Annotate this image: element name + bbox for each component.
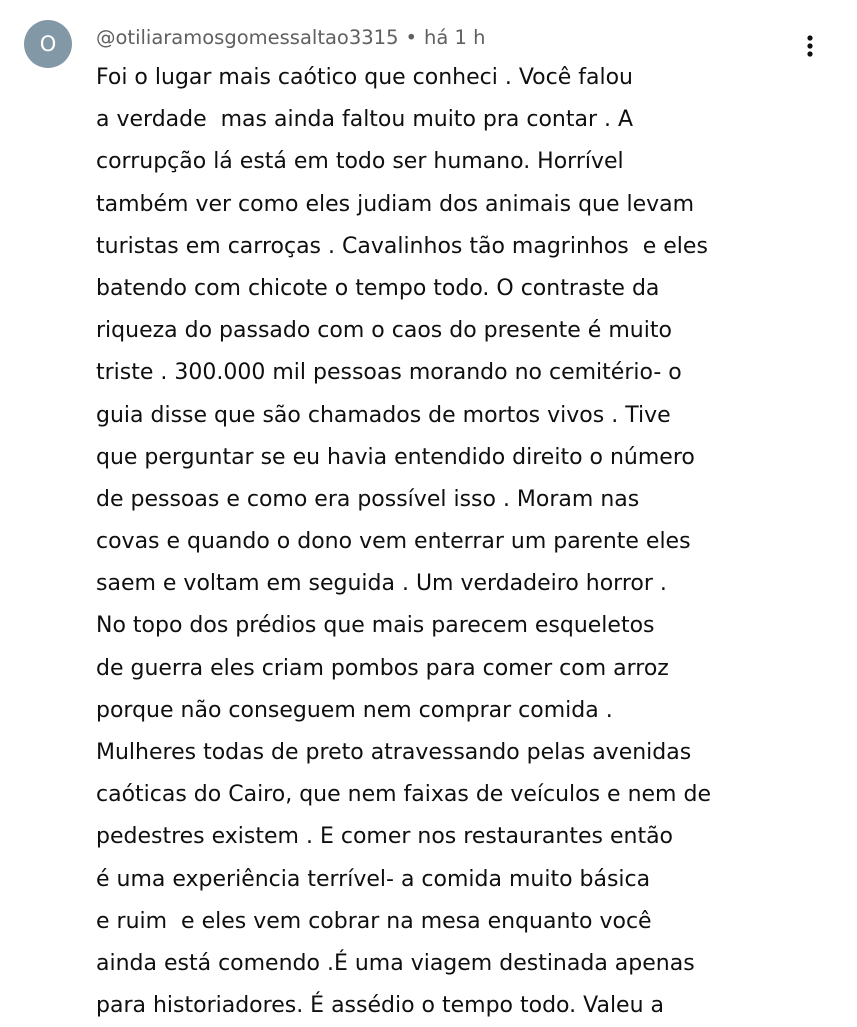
comment-line: é uma experiência terrível- a comida muito básica	[96, 866, 651, 892]
more-vert-icon	[806, 34, 814, 58]
comment-line: riqueza do passado com o caos do presente é muito	[96, 318, 672, 344]
avatar-letter: O	[39, 31, 57, 56]
comment-line: guia disse que são chamados de mortos vivos . Tive	[96, 402, 671, 428]
comment-line: Foi o lugar mais caótico que conheci . Você falou	[96, 65, 634, 90]
comment-timestamp[interactable]: há 1 h	[424, 25, 486, 49]
comment-line: corrupção lá está em todo ser humano. Horrível	[96, 149, 624, 175]
comment-line: e ruim e eles vem cobrar na mesa enquanto você	[96, 908, 652, 934]
comment-line: covas e quando o dono vem enterrar um parente eles	[96, 529, 691, 555]
comment-line: pedestres existem . E comer nos restaurantes então	[96, 824, 674, 850]
comment-line: No topo dos prédios que mais parecem esqueletos	[96, 613, 655, 639]
comment-line: a verdade mas ainda faltou muito pra contar . A	[96, 107, 634, 133]
comment-line: de pessoas e como era possível isso . Moram nas	[96, 486, 640, 512]
comment-line: batendo com chicote o tempo todo. O contraste da	[96, 275, 660, 301]
comment-line: também ver como eles judiam dos animais que levam	[96, 191, 695, 217]
author-name[interactable]: @otiliaramosgomessaltao3315	[96, 25, 399, 49]
comment-line: porque não conseguem nem comprar comida .	[96, 697, 613, 723]
comment-line: turistas em carroças . Cavalinhos tão magrinhos e eles	[96, 233, 708, 259]
comment-body	[96, 57, 816, 1027]
avatar[interactable]	[24, 20, 72, 68]
comment-line: saem e voltam em seguida . Um verdadeiro horror .	[96, 571, 667, 597]
comment-line: para historiadores. É assédio o tempo todo. Valeu a	[96, 993, 665, 1019]
meta-separator: •	[405, 25, 417, 49]
comment-line: Mulheres todas de preto atravessando pelas avenidas	[96, 740, 692, 765]
comment-line: caóticas do Cairo, que nem faixas de veículos e nem de	[96, 782, 711, 808]
comment-line: triste . 300.000 mil pessoas morando no cemitério- o	[96, 360, 682, 386]
comment-line: que perguntar se eu havia entendido direito o número	[96, 444, 695, 470]
comment-line: de guerra eles criam pombos para comer com arroz	[96, 655, 669, 681]
comment-line: ainda está comendo .É uma viagem destinada apenas	[96, 950, 695, 976]
comment-header	[96, 22, 485, 52]
